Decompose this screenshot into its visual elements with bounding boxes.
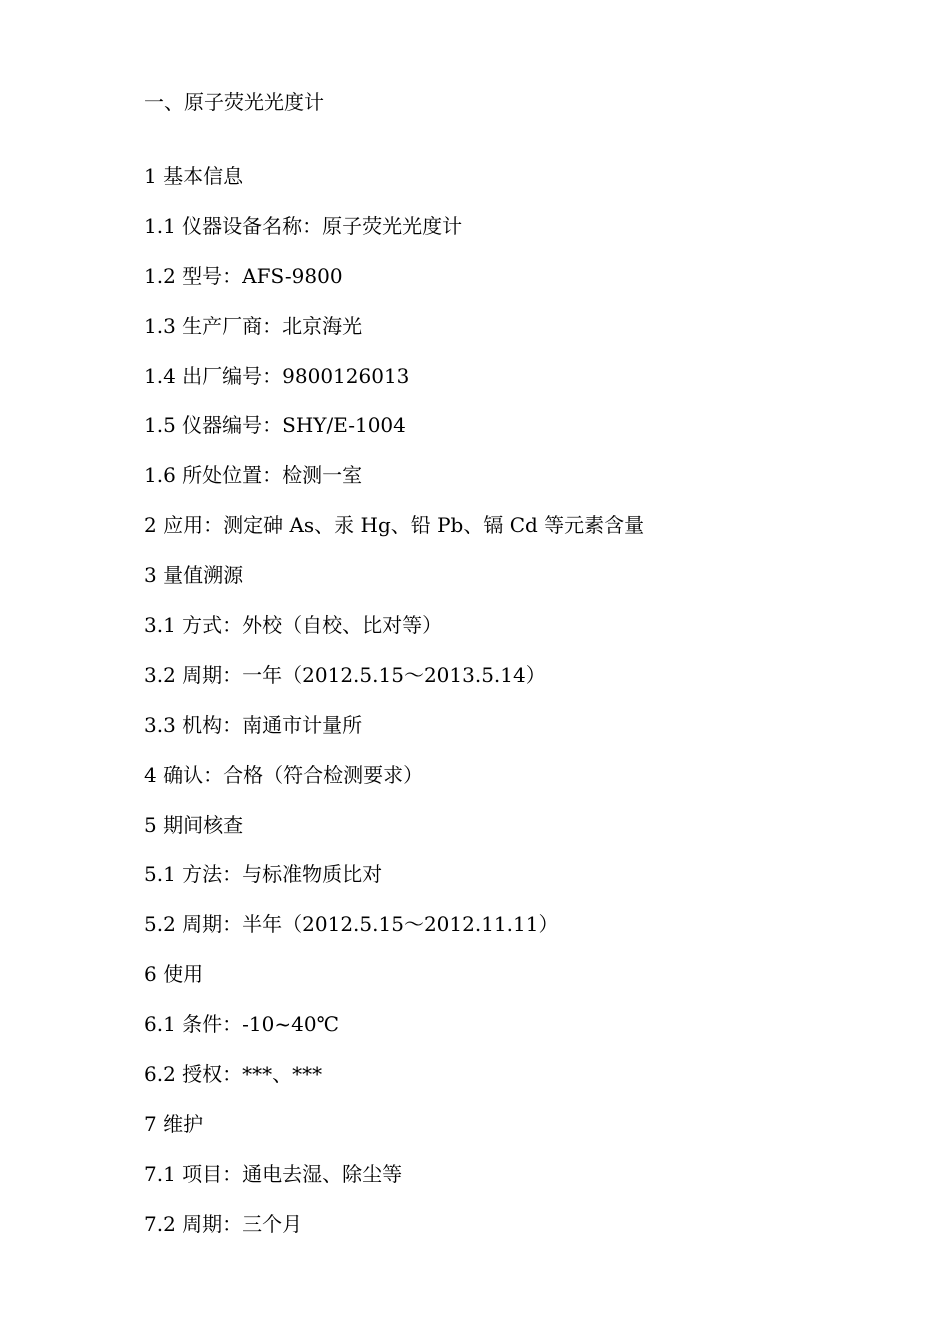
field-check-method: 5.1 方法：与标准物质比对 (144, 862, 383, 887)
field-traceability-period: 3.2 周期：一年（2012.5.15～2013.5.14） (144, 662, 546, 687)
field-traceability-method: 3.1 方式：外校（自校、比对等） (144, 613, 443, 638)
field-maintenance-items: 7.1 项目：通电去湿、除尘等 (144, 1161, 403, 1186)
field-instrument-number: 1.5 仪器编号：SHY/E-1004 (144, 413, 406, 438)
field-check-period: 5.2 周期：半年（2012.5.15～2012.11.11） (144, 912, 559, 937)
section-maintenance: 7 维护 (144, 1111, 204, 1136)
field-usage-conditions: 6.1 条件：-10~40℃ (144, 1012, 339, 1037)
field-location: 1.6 所处位置：检测一室 (144, 463, 363, 488)
section-usage: 6 使用 (144, 962, 204, 987)
section-traceability: 3 量值溯源 (144, 563, 244, 588)
field-instrument-name: 1.1 仪器设备名称：原子荧光光度计 (144, 213, 463, 238)
field-traceability-agency: 3.3 机构：南通市计量所 (144, 712, 363, 737)
field-usage-authorization: 6.2 授权：***、*** (144, 1062, 323, 1087)
section-confirmation: 4 确认：合格（符合检测要求） (144, 762, 424, 787)
section-interim-check: 5 期间核查 (144, 812, 244, 837)
field-model: 1.2 型号：AFS-9800 (144, 263, 343, 288)
field-manufacturer: 1.3 生产厂商：北京海光 (144, 313, 363, 338)
field-maintenance-period: 7.2 周期：三个月 (144, 1211, 303, 1236)
document-content (144, 88, 844, 1260)
document-title: 一、原子荧光光度计 (144, 90, 324, 114)
section-application: 2 应用：测定砷 As、汞 Hg、铅 Pb、镉 Cd 等元素含量 (144, 513, 645, 538)
section-basic-info: 1 基本信息 (144, 164, 244, 188)
field-factory-number: 1.4 出厂编号：9800126013 (144, 363, 410, 388)
